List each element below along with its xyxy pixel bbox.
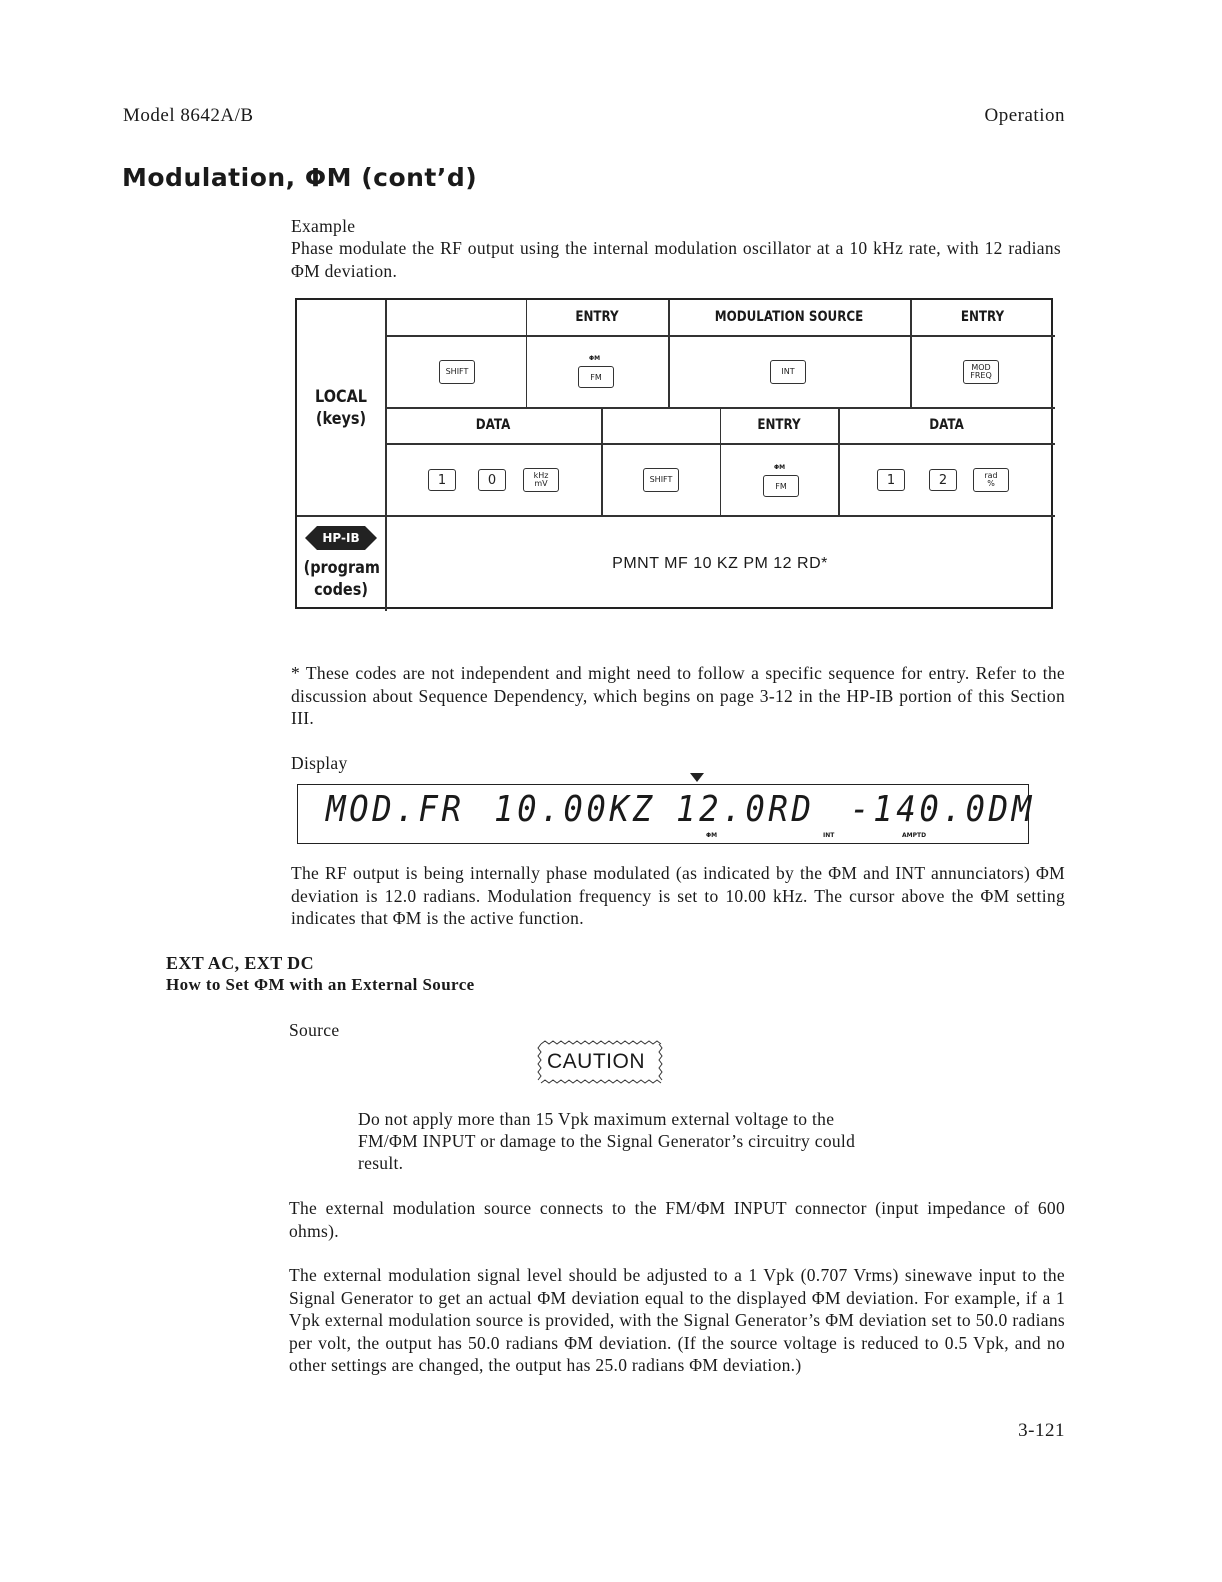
program-label: (program — [303, 558, 380, 578]
caution-text-1: Do not apply more than 15 Vpk maximum external voltage to the — [358, 1109, 835, 1129]
header-section: Operation — [984, 105, 1065, 126]
rad-key: rad % — [973, 468, 1009, 492]
caution-label: CAUTION — [547, 1050, 645, 1073]
display-seg-1: MOD.FR — [326, 789, 465, 830]
ext-paragraph-1: The external modulation source connects to the FM/ΦM INPUT connector (input impedance of 600 ohms). — [289, 1198, 1065, 1241]
entry-header-b: ENTRY — [960, 309, 1005, 325]
display-heading: Display — [291, 753, 348, 773]
key-2: 2 — [929, 469, 957, 491]
local-label: LOCAL — [315, 387, 367, 407]
fm-key: FM — [578, 366, 614, 388]
ext-heading: EXT AC, EXT DC — [166, 953, 314, 973]
key-0: 0 — [478, 469, 506, 491]
hpib-logo-icon — [305, 526, 377, 550]
annun-ampto: AMPTD — [902, 832, 927, 839]
header-model: Model 8642A/B — [123, 105, 254, 126]
int-key: INT — [770, 360, 806, 384]
fm-key-2: FM — [763, 475, 799, 497]
key-1b: 1 — [877, 469, 905, 491]
display-description: The RF output is being internally phase modulated (as indicated by the ΦM and INT annunciators) ΦM deviation is 12.0 radians. Modulation frequency is set to 10.00 kHz. The cursor above the ΦM setting indicates that ΦM is the active function. — [291, 863, 1065, 928]
example-text: Phase modulate the RF output using the internal modulation oscillator at a 10 kHz rate, with 12 radians ΦM deviation. — [291, 238, 1061, 281]
mod-freq-key: MOD FREQ — [963, 360, 999, 384]
lcd-display — [297, 784, 1035, 844]
hpib-logo-text: HP-IB — [322, 531, 360, 545]
caution-text-3: result. — [358, 1153, 404, 1173]
caution-box — [537, 1040, 663, 1086]
display-seg-4: -140.0DM — [850, 789, 1035, 830]
phi-m-label-2: ΦM — [774, 464, 786, 471]
shift-key-2: SHIFT — [643, 468, 679, 492]
display-seg-3: 12.0RD — [676, 789, 815, 830]
ext-subheading: How to Set ΦM with an External Source — [166, 975, 475, 994]
example-heading: Example — [291, 216, 356, 236]
source-heading: Source — [289, 1020, 340, 1040]
program-codes: PMNT MF 10 KZ PM 12 RD* — [612, 555, 828, 572]
entry-header-c: ENTRY — [757, 417, 801, 433]
caution-text-2: FM/ΦM INPUT or damage to the Signal Generator’s circuitry could — [358, 1131, 856, 1151]
ext-paragraph-2: The external modulation signal level should be adjusted to a 1 Vpk (0.707 Vrms) sinewave input to the Signal Generator to get an actual ΦM deviation equal to the displayed ΦM deviation. For example, if a 1 Vpk external modulation source is provided, with the Signal Generator’s ΦM deviation set to 50.0 radians per volt, the output has 50.0 radians ΦM deviation. (If the source voltage is reduced to 0.5 Vpk, and no other settings are changed, the output has 25.0 radians ΦM deviation.) — [289, 1265, 1065, 1375]
page-number: 3-121 — [1018, 1420, 1065, 1441]
data-header-a: DATA — [475, 417, 511, 433]
footnote: * These codes are not independent and might need to follow a specific sequence for entry. Refer to the discussion about Sequence Dependency, which begins on page 3-12 in the HP-IB portion of this Section III. — [291, 663, 1065, 728]
page-title: Modulation, ΦM (cont’d) — [122, 163, 478, 192]
mod-source-header: MODULATION SOURCE — [714, 309, 864, 325]
key-1: 1 — [428, 469, 456, 491]
codes-label: codes) — [314, 580, 368, 600]
entry-header-a: ENTRY — [575, 309, 619, 325]
cursor-arrow-icon — [690, 773, 704, 783]
annun-pm: ΦM — [706, 832, 718, 839]
phi-m-label: ΦM — [589, 355, 601, 362]
shift-key: SHIFT — [439, 360, 475, 384]
data-header-b: DATA — [929, 417, 964, 433]
khz-key: kHz mV — [523, 468, 559, 492]
keys-label: (keys) — [315, 409, 367, 429]
annun-int: INT — [823, 832, 835, 839]
keystroke-table — [295, 298, 1053, 609]
display-seg-2: 10.00KZ — [494, 789, 656, 830]
